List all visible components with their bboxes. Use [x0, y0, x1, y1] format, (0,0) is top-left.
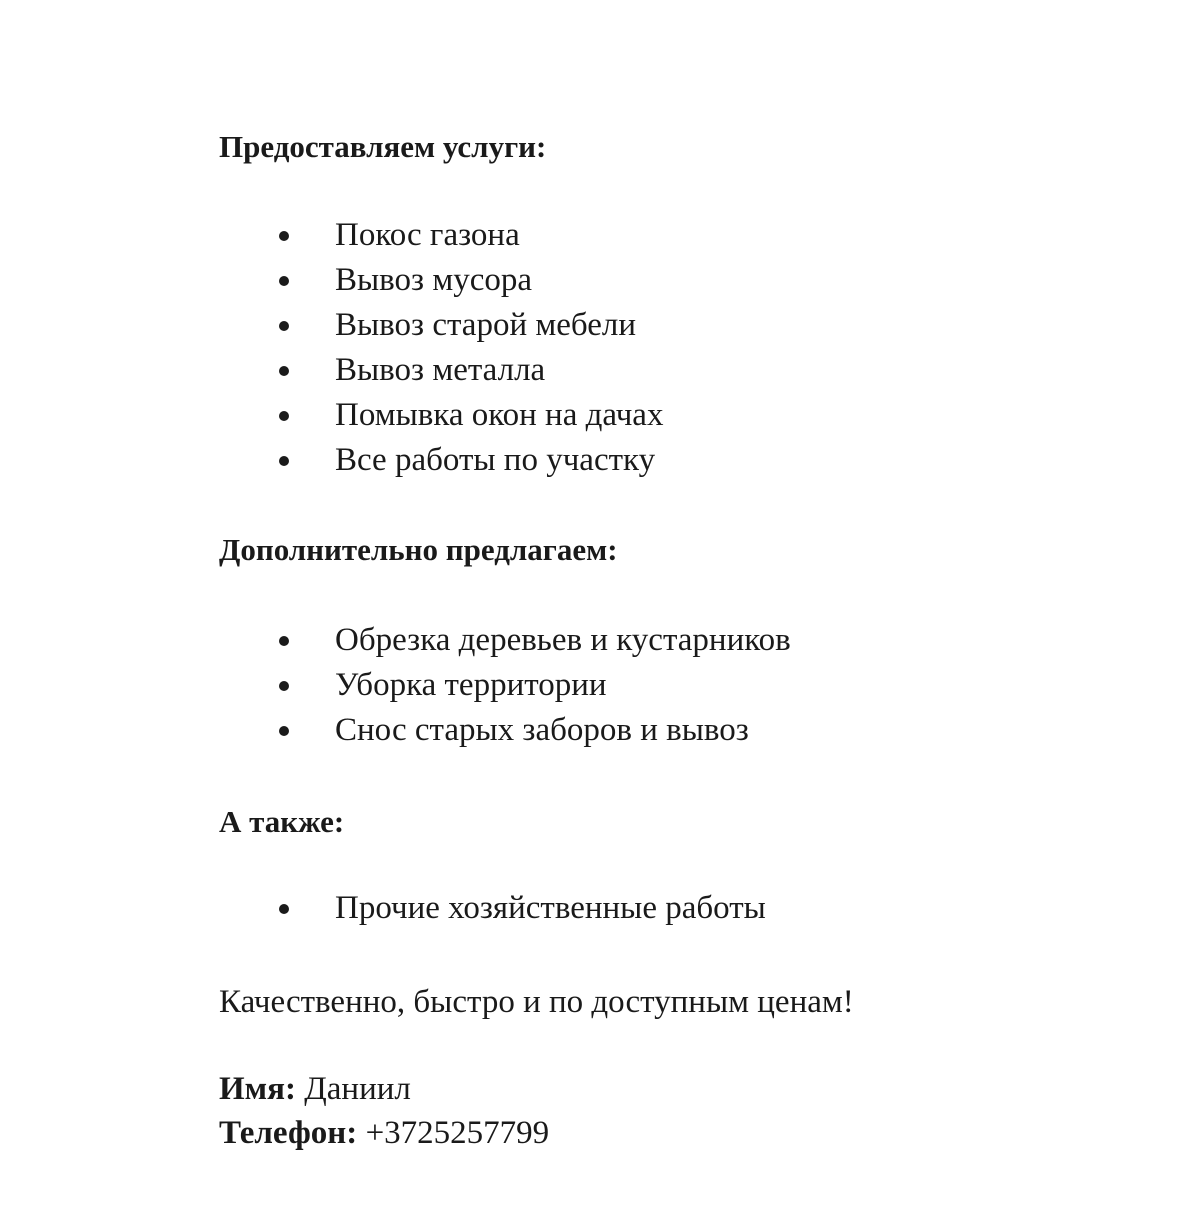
- bullet-icon: [279, 366, 289, 376]
- bullet-icon: [279, 904, 289, 914]
- bullet-icon: [279, 321, 289, 331]
- list-item-text: Вывоз мусора: [335, 262, 533, 298]
- list-item-text: Снос старых заборов и вывоз: [335, 712, 749, 748]
- tagline: Качественно, быстро и по доступным ценам!: [219, 984, 854, 1020]
- bullet-icon: [279, 456, 289, 466]
- name-label: Имя:: [219, 1071, 296, 1107]
- contact-name: [219, 1069, 411, 1109]
- name-value: Даниил: [304, 1071, 411, 1107]
- bullet-icon: [279, 681, 289, 691]
- section-heading-additional: Дополнительно предлагаем:: [219, 532, 618, 567]
- phone-value: +3725257799: [365, 1115, 550, 1151]
- list-item-text: Обрезка деревьев и кустарников: [335, 622, 791, 658]
- phone-label: Телефон:: [219, 1115, 358, 1151]
- list-item-text: Вывоз металла: [335, 352, 546, 388]
- bullet-icon: [279, 636, 289, 646]
- bullet-icon: [279, 231, 289, 241]
- section-heading-also: А также:: [219, 804, 345, 839]
- list-item-text: Вывоз старой мебели: [335, 307, 637, 343]
- bullet-icon: [279, 411, 289, 421]
- bullet-icon: [279, 726, 289, 736]
- list-item-text: Покос газона: [335, 217, 520, 253]
- list-item-text: Прочие хозяйственные работы: [335, 890, 766, 926]
- list-item-text: Все работы по участку: [335, 442, 656, 478]
- contact-phone: [219, 1113, 549, 1153]
- section-heading-services: Предоставляем услуги:: [219, 129, 547, 164]
- bullet-icon: [279, 276, 289, 286]
- list-item-text: Уборка территории: [335, 667, 607, 703]
- list-item-text: Помывка окон на дачах: [335, 397, 664, 433]
